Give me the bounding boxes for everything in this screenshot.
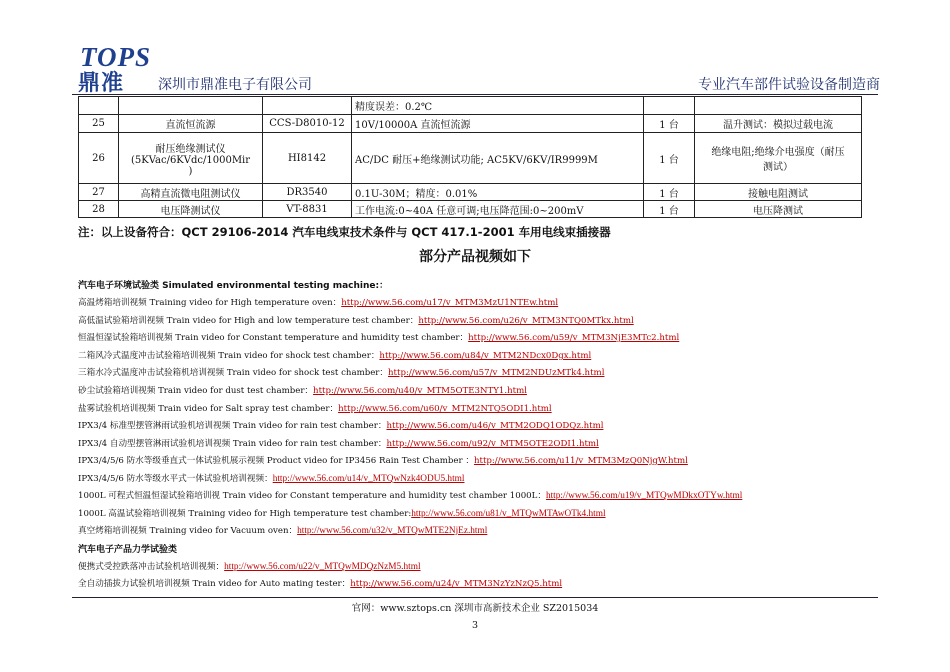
- list-item: [78, 472, 464, 484]
- cell-use: 接触电阻测试: [695, 184, 862, 201]
- list-item: [78, 507, 606, 519]
- video-link[interactable]: http://www.56.com/u26/v_MTM3NTQ0MTkx.html: [418, 316, 634, 326]
- video-link[interactable]: http://www.56.com/u24/v_MTM3NzYzNzQ5.html: [350, 579, 563, 589]
- cell-use: 电压降测试: [695, 201, 862, 218]
- logo-text-dingzhun: 鼎准: [78, 71, 125, 96]
- cell-model: HI8142: [263, 133, 352, 184]
- cell-no: 25: [79, 115, 119, 133]
- video-desc: IPX3/4 标准型摆管淋雨试验机培训视频 Train video for rain test chamber：: [78, 421, 387, 431]
- video-desc: 恒温恒湿试验箱培训视频 Train video for Constant temperature and humidity test chamber：: [78, 333, 469, 343]
- video-link[interactable]: http://www.56.com/u40/v_MTM5OTE3NTY1.html: [313, 386, 527, 396]
- cell-qty: 1 台: [644, 184, 695, 201]
- cell-spec: 10V/10000A 直流恒流源: [352, 115, 644, 133]
- video-desc: IPX3/4/5/6 防水等级垂直式一体试验机展示视频 Product video for IP3456 Rain Test Chamber ：: [78, 456, 474, 466]
- cell-use: [695, 97, 862, 115]
- list-item: [78, 577, 562, 589]
- cell-no: [79, 97, 119, 115]
- list-item: [78, 366, 604, 378]
- video-desc: 高温烤箱培训视频 Training video for High temperature oven：: [78, 298, 342, 308]
- cell-no: 28: [79, 201, 119, 218]
- company-name: 深圳市鼎准电子有限公司: [158, 77, 312, 93]
- cell-spec: 0.1U-30M；精度：0.01%: [352, 184, 644, 201]
- video-link[interactable]: http://www.56.com/u92/v_MTM5OTE2ODI1.html: [386, 439, 599, 449]
- cell-use-line: 绝缘电阻;绝缘介电强度（耐压: [711, 147, 845, 158]
- video-link[interactable]: http://www.56.com/u60/v_MTM2NTQ5ODI1.html: [338, 404, 552, 414]
- cell-no: 27: [79, 184, 119, 201]
- cell-no: 26: [79, 133, 119, 184]
- cell-qty: [644, 97, 695, 115]
- table-row: [79, 115, 862, 133]
- video-desc: IPX3/4/5/6 防水等级水平式一体试验机培训视频：: [78, 474, 273, 484]
- table-row: [79, 133, 862, 184]
- video-desc: 1000L 可程式恒温恒湿试验箱培训视 Train video for Constant temperature and humidity test chamber 1000L：: [78, 491, 546, 501]
- equipment-table: [78, 96, 862, 218]
- table-row: [79, 97, 862, 115]
- cell-name: [119, 97, 263, 115]
- table-row: [79, 184, 862, 201]
- company-logo: [78, 42, 158, 96]
- list-item: [78, 489, 742, 501]
- video-desc: IPX3/4 自动型摆管淋雨试验机培训视频 Train video for rain test chamber：: [78, 439, 387, 449]
- header-divider: [72, 94, 878, 95]
- cell-qty: 1 台: [644, 115, 695, 133]
- list-item: [78, 331, 679, 343]
- video-link[interactable]: http://www.56.com/u22/v_MTQwMDQzNzM5.html: [224, 562, 421, 572]
- cell-model: [263, 97, 352, 115]
- cell-use: [695, 133, 862, 184]
- list-item: [78, 384, 527, 396]
- video-desc: 便携式受控跌落冲击试验机培训视频：: [78, 562, 225, 572]
- company-slogan: 专业汽车部件试验设备制造商: [698, 77, 880, 93]
- cell-name-line: 耐压绝缘测试仪: [155, 143, 226, 155]
- cell-spec: AC/DC 耐压+绝缘测试功能; AC5KV/6KV/IR9999M: [352, 133, 644, 184]
- videos-heading: 部分产品视频如下: [419, 249, 531, 265]
- cell-name: [119, 133, 263, 184]
- video-link[interactable]: http://www.56.com/u14/v_MTQwNzk4ODU5.html: [272, 474, 465, 484]
- page-number: 3: [471, 620, 479, 631]
- list-item: [78, 349, 591, 361]
- video-link[interactable]: http://www.56.com/u59/v_MTM3NjE3MTc2.html: [468, 333, 680, 343]
- video-desc: 高低温试验箱培训视频 Train video for High and low temperature test chamber：: [78, 316, 419, 326]
- list-item: [78, 314, 634, 326]
- video-desc: 砂尘试验箱培训视频 Train video for dust test chamber：: [78, 386, 314, 396]
- cell-name: 直流恒流源: [119, 115, 263, 133]
- cell-use: 温升测试：模拟过载电流: [695, 115, 862, 133]
- cell-qty: 1 台: [644, 201, 695, 218]
- cell-name-line: ): [188, 165, 193, 177]
- table-row: [79, 201, 862, 218]
- cell-model: DR3540: [263, 184, 352, 201]
- footer-text: 官网：www.sztops.cn 深圳市高新技术企业 SZ2015034: [351, 603, 599, 614]
- video-desc: 全自动插拔力试验机培训视频 Train video for Auto mating tester：: [78, 579, 351, 589]
- video-link[interactable]: http://www.56.com/u57/v_MTM2NDUzMTk4.html: [388, 368, 605, 378]
- list-item: [78, 560, 421, 572]
- video-desc: 盐雾试验机培训视频 Train video for Salt spray test chamber：: [78, 404, 339, 414]
- cell-qty: 1 台: [644, 133, 695, 184]
- video-link[interactable]: http://www.56.com/u84/v_MTM2NDcx0Dgx.html: [379, 351, 592, 361]
- video-link[interactable]: http://www.56.com/u19/v_MTQwMDkxOTYw.html: [545, 491, 743, 501]
- cell-name: 高精直流微电阻测试仪: [119, 184, 263, 201]
- video-desc: 真空烤箱培训视频 Training video for Vacuum oven：: [78, 526, 298, 536]
- video-link[interactable]: http://www.56.com/u46/v_MTM2ODQ1ODQz.html: [386, 421, 604, 431]
- footer-divider: [72, 597, 878, 598]
- standards-note: 注：以上设备符合：QCT 29106-2014 汽车电线束技术条件与 QCT 417.1-2001 车用电线束插接器: [78, 225, 611, 239]
- list-item: [78, 296, 558, 308]
- cell-model: VT-8831: [263, 201, 352, 218]
- cell-name-line: (5KVac/6KVdc/1000Mir: [130, 154, 251, 166]
- cell-use-line: 测试）: [763, 162, 793, 173]
- video-desc: 1000L 高温试验箱培训视频 Training video for High temperature test chamber:: [78, 509, 412, 519]
- list-item: [78, 419, 603, 431]
- cell-model: CCS-D8010-12: [263, 115, 352, 133]
- section-title-mechanical: 汽车电子产品力学试验类: [78, 545, 178, 555]
- section-title-environmental: 汽车电子环境试验类 Simulated environmental testing machine:：: [78, 281, 389, 291]
- video-link[interactable]: http://www.56.com/u32/v_MTQwMTE2NjEz.html: [297, 526, 488, 536]
- video-desc: 三箱水冷式温度冲击试验箱机培训视频 Train video for shock test chamber：: [78, 368, 389, 378]
- list-item: [78, 524, 487, 536]
- video-link[interactable]: http://www.56.com/u11/v_MTM3MzQ0NjgW.html: [473, 456, 688, 466]
- list-item: [78, 454, 688, 466]
- logo-text-tops: TOPS: [80, 42, 152, 72]
- video-link[interactable]: http://www.56.com/u17/v_MTM3MzU1NTEw.html: [341, 298, 559, 308]
- video-desc: 二箱风冷式温度冲击试验箱培训视频 Train video for shock test chamber：: [78, 351, 380, 361]
- list-item: [78, 437, 599, 449]
- cell-name: 电压降测试仪: [119, 201, 263, 218]
- list-item: [78, 402, 552, 414]
- video-link[interactable]: http://www.56.com/u81/v_MTQwMTAwOTk4.html: [411, 509, 606, 519]
- cell-spec: 工作电流:0~40A 任意可调;电压降范围:0~200mV: [352, 201, 644, 218]
- cell-spec: 精度误差：0.2℃: [352, 97, 644, 115]
